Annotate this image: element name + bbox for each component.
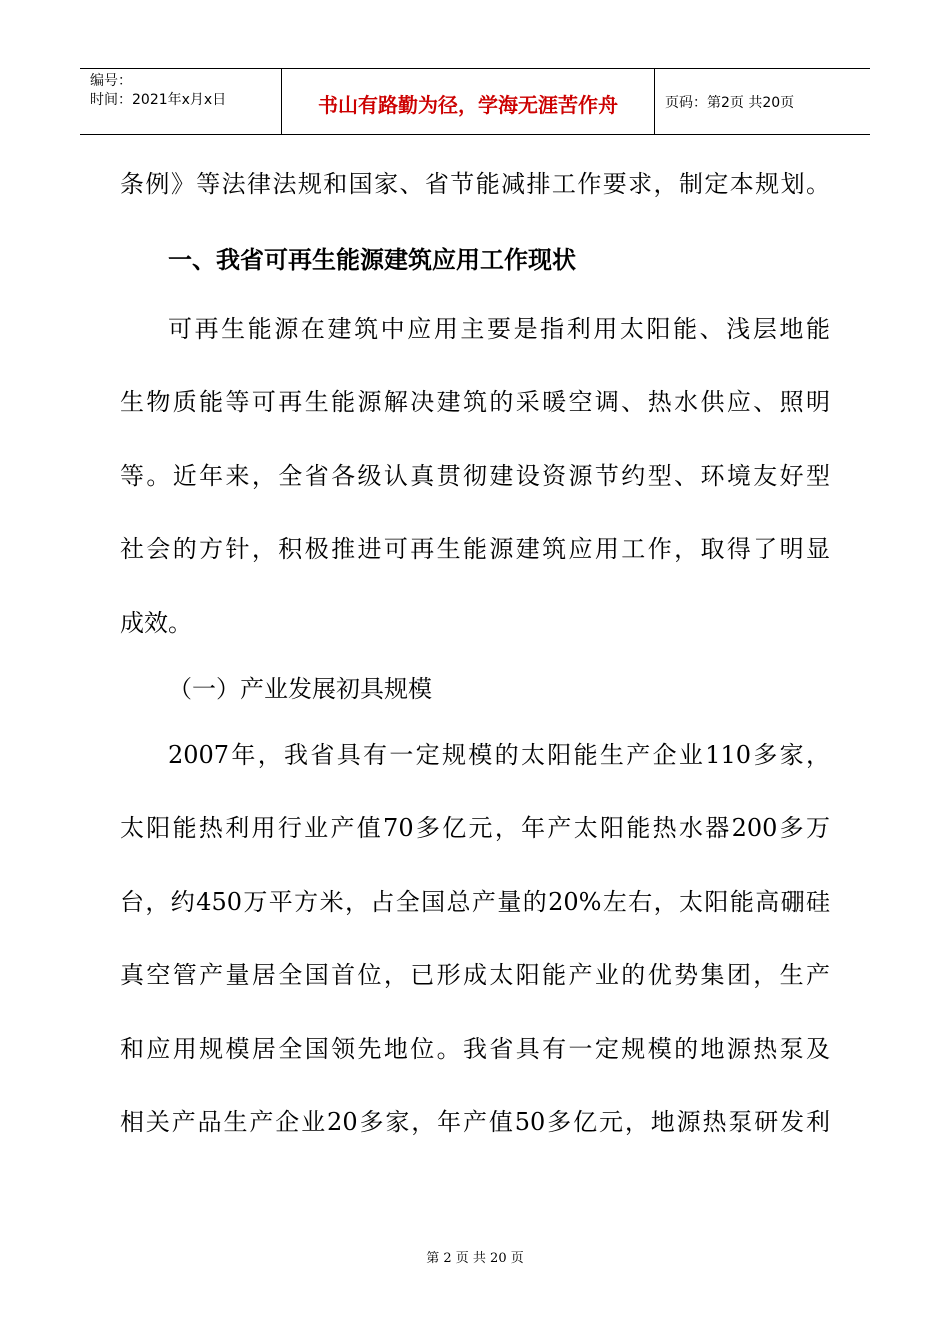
paragraph-line: 太阳能热利用行业产值70多亿元，年产太阳能热水器200多万	[120, 814, 830, 842]
header-page-info: 页码：第2页 共20页	[665, 94, 795, 111]
page-header	[80, 68, 870, 135]
document-number-label: 编号：	[90, 73, 132, 89]
page-footer: 第 2 页 共 20 页	[426, 1251, 524, 1266]
paragraph-line: 成效。	[120, 609, 192, 637]
section-heading: 一、我省可再生能源建筑应用工作现状	[168, 246, 576, 274]
paragraph-line: 真空管产量居全国首位，已形成太阳能产业的优势集团，生产	[120, 961, 830, 989]
header-motto: 书山有路勤为径，学海无涯苦作舟	[282, 69, 655, 134]
paragraph-line: 生物质能等可再生能源解决建筑的采暖空调、热水供应、照明	[120, 388, 830, 416]
document-time-label: 时间：2021年x月x日	[90, 92, 227, 108]
paragraph-line: 相关产品生产企业20多家，年产值50多亿元，地源热泵研发利	[120, 1108, 830, 1136]
paragraph-line: 社会的方针，积极推进可再生能源建筑应用工作，取得了明显	[120, 535, 830, 563]
paragraph-line: 条例》等法律法规和国家、省节能减排工作要求，制定本规划。	[120, 170, 830, 198]
paragraph-line: 和应用规模居全国领先地位。我省具有一定规模的地源热泵及	[120, 1035, 830, 1063]
paragraph-line: 等。近年来，全省各级认真贯彻建设资源节约型、环境友好型	[120, 462, 830, 490]
subsection-heading: （一）产业发展初具规模	[168, 675, 432, 703]
header-meta	[80, 69, 282, 134]
paragraph-line: 可再生能源在建筑中应用主要是指利用太阳能、浅层地能	[168, 315, 830, 343]
paragraph-line: 台，约450万平方米，占全国总产量的20%左右，太阳能高硼硅	[120, 888, 830, 916]
paragraph-line: 2007年，我省具有一定规模的太阳能生产企业110多家，	[168, 741, 830, 769]
